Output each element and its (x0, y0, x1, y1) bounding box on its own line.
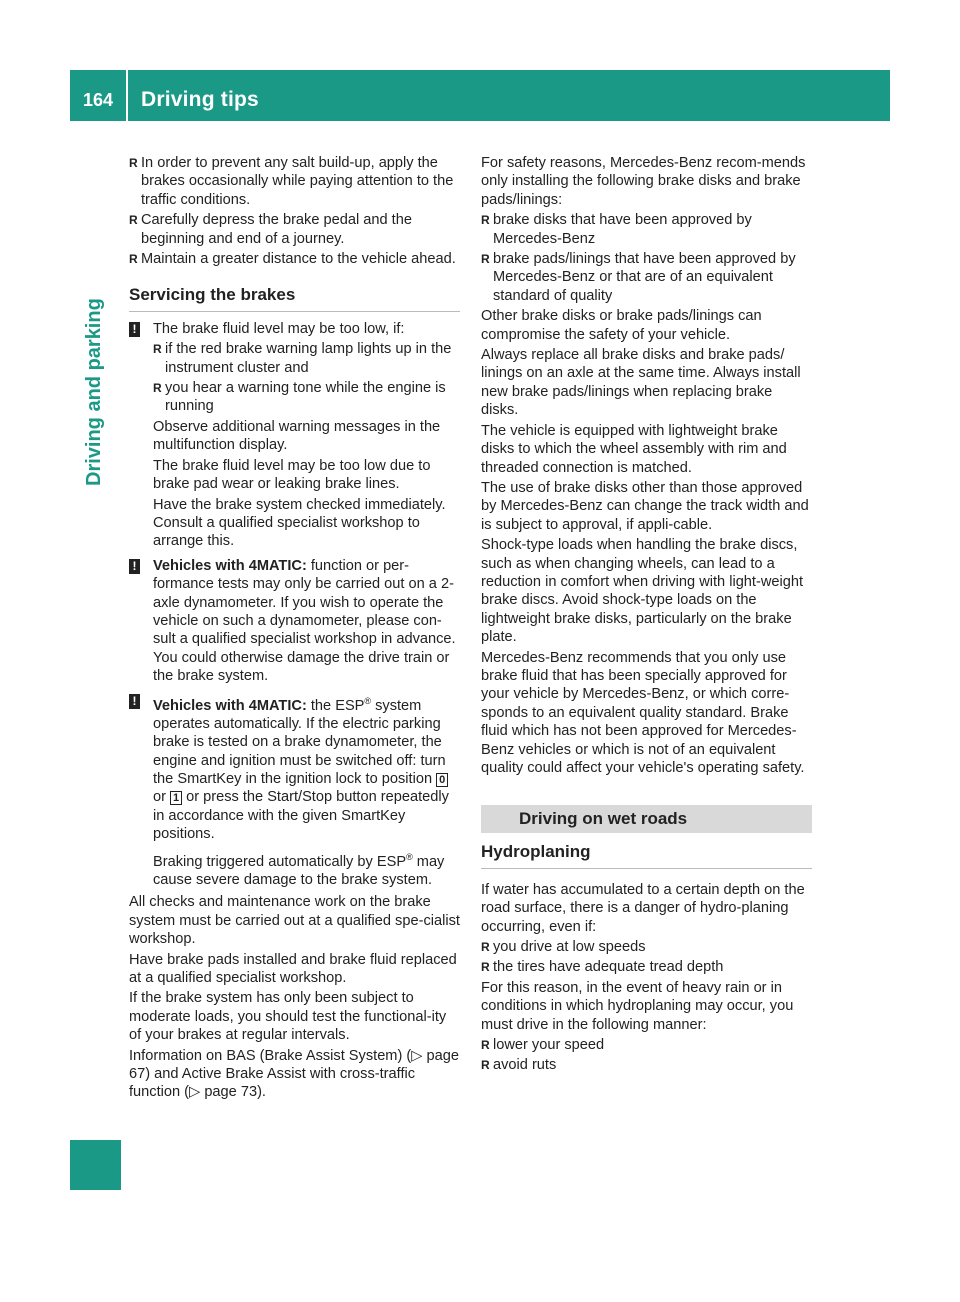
note-body: or press the Start/Stop button repeatedly in accordance with the given SmartKey positions. (153, 789, 449, 843)
list-item: R if the red brake warning lamp lights up in the instrument cluster and (153, 340, 460, 377)
registered-mark: ® (406, 851, 413, 862)
body-paragraph: Have brake pads installed and brake fluid replaced at a qualified specialist workshop. (129, 951, 457, 986)
note-bold-lead: Vehicles with 4MATIC: (153, 697, 307, 714)
right-column (481, 154, 812, 1077)
key-position-0-icon: 0 (436, 773, 448, 787)
key-position-1-icon: 1 (170, 791, 182, 805)
note-text (153, 848, 460, 890)
warning-note (129, 320, 460, 551)
body-paragraph: If the brake system has only been subject to moderate loads, you should test the functional-ity of your brakes at regular intervals. (129, 990, 447, 1044)
page-link[interactable]: page 67) and Active Brake Assist with cross-traffic function ( (129, 1047, 460, 1101)
section-banner: Driving on wet roads (481, 805, 812, 833)
body-paragraph: Shock-type loads when handling the brake discs, such as when changing wheels, can lead to a reduction in comfort when driving with light-weight brake discs. Avoid shock-type loads on the lightweight brake disks, particularly on the brake plate. (481, 537, 804, 646)
note-text (153, 557, 460, 686)
page-ref-arrow-icon: ▷ (411, 1047, 423, 1064)
body-paragraph: For this reason, in the event of heavy rain or in conditions in which hydroplaning may occur, you must drive in the following manner: (481, 979, 794, 1033)
note-body: Braking triggered automatically by ESP (153, 853, 407, 870)
registered-mark: ® (364, 695, 372, 706)
list-item: R lower your speed (481, 1036, 812, 1054)
body-paragraph: All checks and maintenance work on the brake system must be carried out at a qualified spe-cialist workshop. (129, 894, 460, 948)
list-item: R Carefully depress the brake pedal and the beginning and end of a journey. (129, 211, 460, 248)
note-text (153, 692, 460, 844)
body-paragraph: The use of brake disks other than those approved by Mercedes-Benz can change the track width and is subject to approval, if appli-cable. (481, 479, 809, 533)
side-tab-label: Driving and parking (83, 298, 105, 486)
note-body: or (153, 789, 171, 806)
body-paragraph: Always replace all brake disks and brake pads/ linings on an axle at the same time. Always install new brake pads/linings when replacing brake disks. (481, 347, 801, 419)
note-text: The brake fluid level may be too low due to brake pad wear or leaking brake lines. (153, 457, 431, 493)
page-ref-arrow-icon: ▷ (189, 1084, 201, 1101)
left-column (129, 154, 460, 1104)
body-paragraph: The vehicle is equipped with lightweight brake disks to which the wheel assembly with rim and threaded connection is matched. (481, 422, 787, 476)
list-item: R you drive at low speeds (481, 938, 812, 956)
note-body: may cause severe damage to the brake system. (153, 853, 445, 888)
list-item: R Maintain a greater distance to the vehicle ahead. (129, 250, 460, 268)
note-body: system operates automatically. If the electric parking brake is tested on a brake dynamometer, the engine and ignition must be switched off: turn the SmartKey in the ignition lock to position (153, 697, 446, 788)
body-paragraph (129, 1047, 460, 1102)
chapter-title: Driving tips (141, 88, 259, 111)
info-text: Information on BAS (Brake Assist System) ( (129, 1047, 412, 1064)
side-tab-marker (70, 1140, 121, 1190)
note-text: Have the brake system checked immediately. Consult a qualified specialist workshop to arrange this. (153, 496, 446, 550)
list-item: R brake pads/linings that have been approved by Mercedes-Benz or that are of an equivalent standard of quality (481, 250, 812, 305)
note-text: Observe additional warning messages in the multifunction display. (153, 418, 441, 454)
body-paragraph: Mercedes-Benz recommends that you only use brake fluid that has been specially approved for your vehicle by Mercedes-Benz, or which corre-sponds to an equivalent quality standard. Brake fluid which has not been approved for Mercedes-Benz vehicles or which is not of an equivalent quality could affect your vehicle's operating safety. (481, 649, 805, 776)
list-item: R brake disks that have been approved by Mercedes-Benz (481, 211, 812, 248)
list-item: R In order to prevent any salt build-up, apply the brakes occasionally while paying attention to the traffic conditions. (129, 154, 460, 209)
warning-exclamation-icon: ! (129, 694, 140, 709)
warning-exclamation-icon: ! (129, 559, 140, 574)
body-paragraph: For safety reasons, Mercedes-Benz recom-mends only installing the following brake disks and brake pads/linings: (481, 155, 806, 208)
page-number: 164 (83, 90, 114, 110)
body-paragraph: If water has accumulated to a certain depth on the road surface, there is a danger of hydro-planing occurring, even if: (481, 881, 805, 935)
warning-note (129, 557, 460, 686)
note-body: the ESP (306, 697, 365, 714)
warning-exclamation-icon: ! (129, 322, 140, 337)
warning-note (129, 692, 460, 890)
side-tab-label-wrap (83, 286, 107, 486)
section-heading: Servicing the brakes (129, 286, 460, 311)
list-item: R avoid ruts (481, 1056, 812, 1074)
list-item: R you hear a warning tone while the engine is running (153, 379, 460, 416)
list-item: R the tires have adequate tread depth (481, 958, 812, 976)
note-text: The brake fluid level may be too low, if: (153, 320, 405, 337)
note-body: function or per-formance tests may only be carried out on a 2-axle dynamometer. If you wish to operate the vehicle on such a dynamometer, please con-sult a qualified specialist workshop in advance. You could otherwise damage the drive train or the brake system. (153, 557, 456, 685)
page-link[interactable]: page 73). (200, 1084, 266, 1101)
header-divider (126, 70, 128, 121)
body-paragraph: Other brake disks or brake pads/linings can compromise the safety of your vehicle. (481, 308, 762, 343)
subsection-heading: Hydroplaning (481, 843, 812, 868)
note-bold-lead: Vehicles with 4MATIC: (153, 557, 307, 574)
